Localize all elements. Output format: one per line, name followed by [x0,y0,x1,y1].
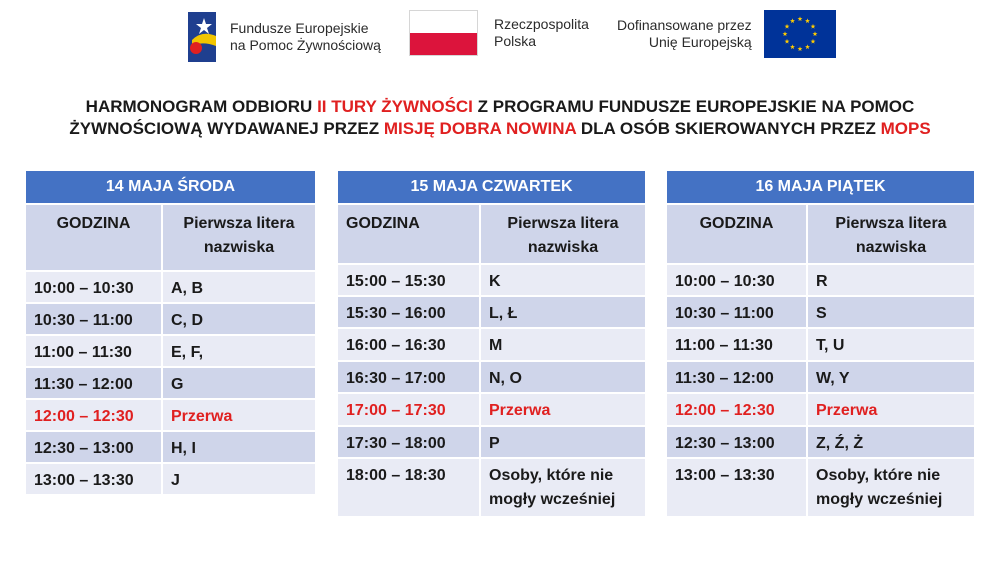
table-row-time: 12:30 – 13:00 [26,430,163,462]
table-row-letters: J [163,462,315,494]
table-row-letters: Osoby, które nie mogły wcześniej [808,457,974,516]
break-row-label: Przerwa [163,398,315,430]
title-highlight-3: MOPS [880,119,931,138]
day-header: 16 MAJA PIĄTEK [667,171,974,203]
column-header-time: GODZINA [667,203,808,263]
table-row-letters: T, U [808,327,974,360]
column-header-letter: Pierwsza litera nazwiska [163,203,315,270]
table-row-time: 10:00 – 10:30 [667,263,808,295]
column-header-letter: Pierwsza litera nazwiska [481,203,645,263]
column-header-letter: Pierwsza litera nazwiska [808,203,974,263]
title-highlight-1: II TURY ŻYWNOŚCI [317,97,473,116]
table-row-time: 16:00 – 16:30 [338,327,481,360]
break-row-time: 17:00 – 17:30 [338,392,481,425]
table-row-letters: Z, Ź, Ż [808,425,974,457]
table-row-time: 13:00 – 13:30 [26,462,163,494]
table-row-letters: Osoby, które nie mogły wcześniej [481,457,645,516]
title-part-1: HARMONOGRAM ODBIORU [85,97,318,116]
page-title [30,96,970,140]
break-row-label: Przerwa [808,392,974,425]
table-row-time: 11:00 – 11:30 [667,327,808,360]
table-row-letters: N, O [481,360,645,392]
table-row-letters: W, Y [808,360,974,392]
table-row-letters: K [481,263,645,295]
title-part-2: Z PROGRAMU FUNDUSZE EUROPEJSKIE NA POMOC ŻYWNOŚCIOWĄ WYDAWANEJ PRZEZ [69,97,915,138]
table-row-letters: M [481,327,645,360]
day-header: 14 MAJA ŚRODA [26,171,315,203]
table-row-time: 11:30 – 12:00 [667,360,808,392]
title-part-3: DLA OSÓB SKIEROWANYCH PRZEZ [576,119,881,138]
table-row-letters: A, B [163,270,315,302]
pl-logo-line1: Rzeczpospolita [494,16,589,32]
fe-logo-line2: na Pomoc Żywnościową [230,37,381,53]
table-row-time: 10:00 – 10:30 [26,270,163,302]
table-row-letters: E, F, [163,334,315,366]
table-row-letters: L, Ł [481,295,645,327]
table-row-letters: H, I [163,430,315,462]
table-row-time: 12:30 – 13:00 [667,425,808,457]
day-header: 15 MAJA CZWARTEK [338,171,645,203]
table-row-time: 10:30 – 11:00 [26,302,163,334]
schedule-table-day1 [26,171,315,494]
schedule-table-day2 [338,171,645,516]
table-row-letters: R [808,263,974,295]
table-row-time: 15:30 – 16:00 [338,295,481,327]
fe-logo-line1: Fundusze Europejskie [230,20,369,36]
table-row-time: 10:30 – 11:00 [667,295,808,327]
column-header-time: GODZINA [26,203,163,270]
eu-logo-line2: Unię Europejską [648,34,752,50]
column-header-time: GODZINA [338,203,481,263]
schedule-table-day3 [667,171,974,516]
table-row-time: 18:00 – 18:30 [338,457,481,516]
pl-logo [409,10,589,56]
break-row-time: 12:00 – 12:30 [26,398,163,430]
logo-bar [0,10,1000,68]
table-row-letters: S [808,295,974,327]
table-row-time: 13:00 – 13:30 [667,457,808,516]
eu-logo [617,10,836,58]
table-row-time: 17:30 – 18:00 [338,425,481,457]
title-highlight-2: MISJĘ DOBRA NOWINA [383,119,577,138]
fe-logo [184,10,381,64]
table-row-time: 11:00 – 11:30 [26,334,163,366]
table-row-time: 11:30 – 12:00 [26,366,163,398]
table-row-letters: C, D [163,302,315,334]
fe-star-icon [184,10,220,64]
table-row-letters: G [163,366,315,398]
table-row-time: 16:30 – 17:00 [338,360,481,392]
polish-flag-icon [409,10,478,56]
eu-logo-line1: Dofinansowane przez [617,17,752,33]
eu-flag-icon [764,10,836,58]
pl-logo-line2: Polska [494,33,537,49]
break-row-label: Przerwa [481,392,645,425]
table-row-time: 15:00 – 15:30 [338,263,481,295]
table-row-letters: P [481,425,645,457]
break-row-time: 12:00 – 12:30 [667,392,808,425]
